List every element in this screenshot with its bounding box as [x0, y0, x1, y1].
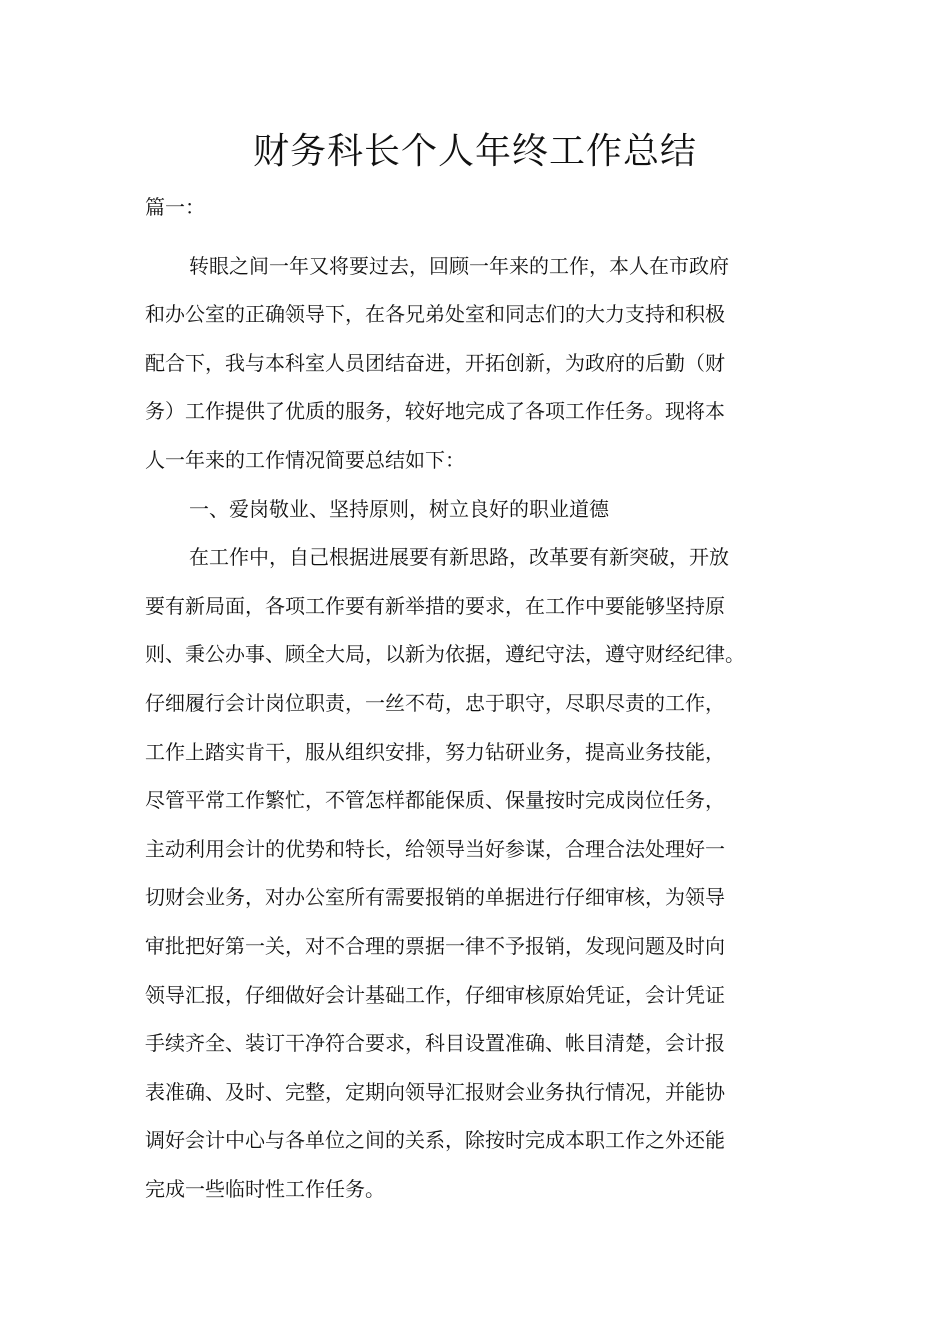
paragraph-line: 和办公室的正确领导下，在各兄弟处室和同志们的大力支持和积极 — [145, 302, 725, 327]
spacer — [145, 232, 835, 242]
paragraph-line: 完成一些临时性工作任务。 — [145, 1176, 385, 1201]
paragraph-line: 仔细履行会计岗位职责，一丝不苟，忠于职守，尽职尽责的工作， — [145, 690, 725, 715]
paragraph-line: 领导汇报，仔细做好会计基础工作，仔细审核原始凭证，会计凭证 — [145, 982, 725, 1007]
section-label: 篇一： — [145, 195, 205, 219]
document-body — [145, 183, 835, 1213]
section-heading: 一、爱岗敬业、坚持原则，树立良好的职业道德 — [189, 496, 609, 521]
paragraph-line: 主动利用会计的优势和特长，给领导当好参谋，合理合法处理好一 — [145, 836, 725, 861]
paragraph-line: 在工作中，自己根据进展要有新思路，改革要有新突破，开放 — [189, 545, 729, 570]
paragraph-line: 工作上踏实肯干，服从组织安排，努力钻研业务，提高业务技能， — [145, 739, 725, 764]
paragraph-line: 尽管平常工作繁忙，不管怎样都能保质、保量按时完成岗位任务， — [145, 788, 725, 813]
paragraph-line: 要有新局面，各项工作要有新举措的要求，在工作中要能够坚持原 — [145, 593, 725, 618]
paragraph-line: 务）工作提供了优质的服务，较好地完成了各项工作任务。现将本 — [145, 399, 725, 424]
document-title: 财务科长个人年终工作总结 — [252, 131, 697, 172]
paragraph-line: 审批把好第一关，对不合理的票据一律不予报销，发现问题及时向 — [145, 933, 725, 958]
paragraph-line: 配合下，我与本科室人员团结奋进，开拓创新，为政府的后勤（财 — [145, 350, 725, 375]
paragraph-line: 人一年来的工作情况简要总结如下： — [145, 447, 465, 472]
paragraph-line: 手续齐全、装订干净符合要求，科目设置准确、帐目清楚，会计报 — [145, 1031, 725, 1056]
paragraph-line: 则、秉公办事、顾全大局，以新为依据，遵纪守法，遵守财经纪律。 — [145, 642, 745, 667]
paragraph-line: 调好会计中心与各单位之间的关系，除按时完成本职工作之外还能 — [145, 1128, 725, 1153]
paragraph-line: 转眼之间一年又将要过去，回顾一年来的工作，本人在市政府 — [189, 253, 729, 278]
paragraph-line: 表准确、及时、完整，定期向领导汇报财会业务执行情况，并能协 — [145, 1079, 725, 1104]
paragraph-line: 切财会业务，对办公室所有需要报销的单据进行仔细审核，为领导 — [145, 885, 725, 910]
